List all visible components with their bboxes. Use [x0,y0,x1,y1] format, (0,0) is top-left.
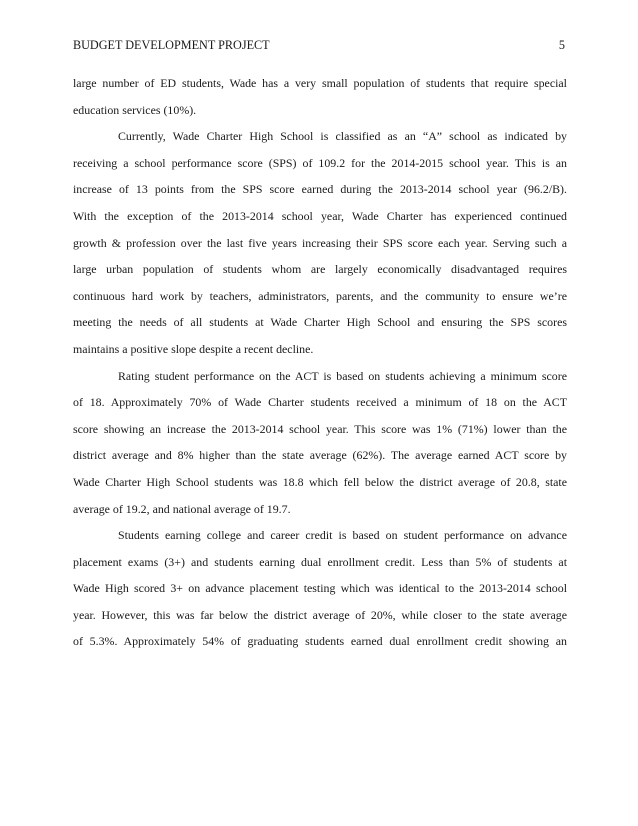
body-line: growth & profession over the last five years increasing their SPS score each year. Serving such a [73,235,567,250]
body-line: education services (10%). [73,102,197,117]
body-line: district average and 8% higher than the state average (62%). The average earned ACT score by [73,448,567,463]
body-text [73,70,567,655]
body-line: Students earning college and career credit is based on student performance on advance [118,528,567,543]
running-head-title: BUDGET DEVELOPMENT PROJECT [73,38,270,52]
body-line: score showing an increase the 2013-2014 school year. This score was 1% (71%) lower than the [73,421,567,436]
body-line: increase of 13 points from the SPS score earned during the 2013-2014 school year (96.2/B). [73,182,567,197]
body-line: average of 19.2, and national average of 19.7. [73,501,291,516]
body-line: of 18. Approximately 70% of Wade Charter students received a minimum of 18 on the ACT [73,395,567,410]
body-line: receiving a school performance score (SPS) of 109.2 for the 2014-2015 school year. This is an [73,155,567,170]
page-number: 5 [558,38,565,52]
body-line: Rating student performance on the ACT is based on students achieving a minimum score [118,368,567,383]
running-head [73,37,565,53]
body-line: Currently, Wade Charter High School is classified as an “A” school as indicated by [118,129,567,144]
body-line: With the exception of the 2013-2014 school year, Wade Charter has experienced continued [73,208,567,223]
body-line: placement exams (3+) and students earning dual enrollment credit. Less than 5% of students at [73,554,567,569]
body-line: Wade High scored 3+ on advance placement testing which was identical to the 2013-2014 school [73,581,567,596]
body-line: large number of ED students, Wade has a very small population of students that require special [73,76,567,90]
body-line: Wade Charter High School students was 18.8 which fell below the district average of 20.8, state [73,474,567,489]
body-line: year. However, this was far below the district average of 20%, while closer to the state average [73,607,567,622]
body-line: large urban population of students whom are largely economically disadvantaged requires [73,262,567,277]
body-line: of 5.3%. Approximately 54% of graduating students earned dual enrollment credit showing an [73,634,567,649]
body-line: continuous hard work by teachers, administrators, parents, and the community to ensure we’re [73,288,567,303]
body-line: meeting the needs of all students at Wade Charter High School and ensuring the SPS scores [73,315,567,330]
body-line: maintains a positive slope despite a recent decline. [73,341,314,356]
